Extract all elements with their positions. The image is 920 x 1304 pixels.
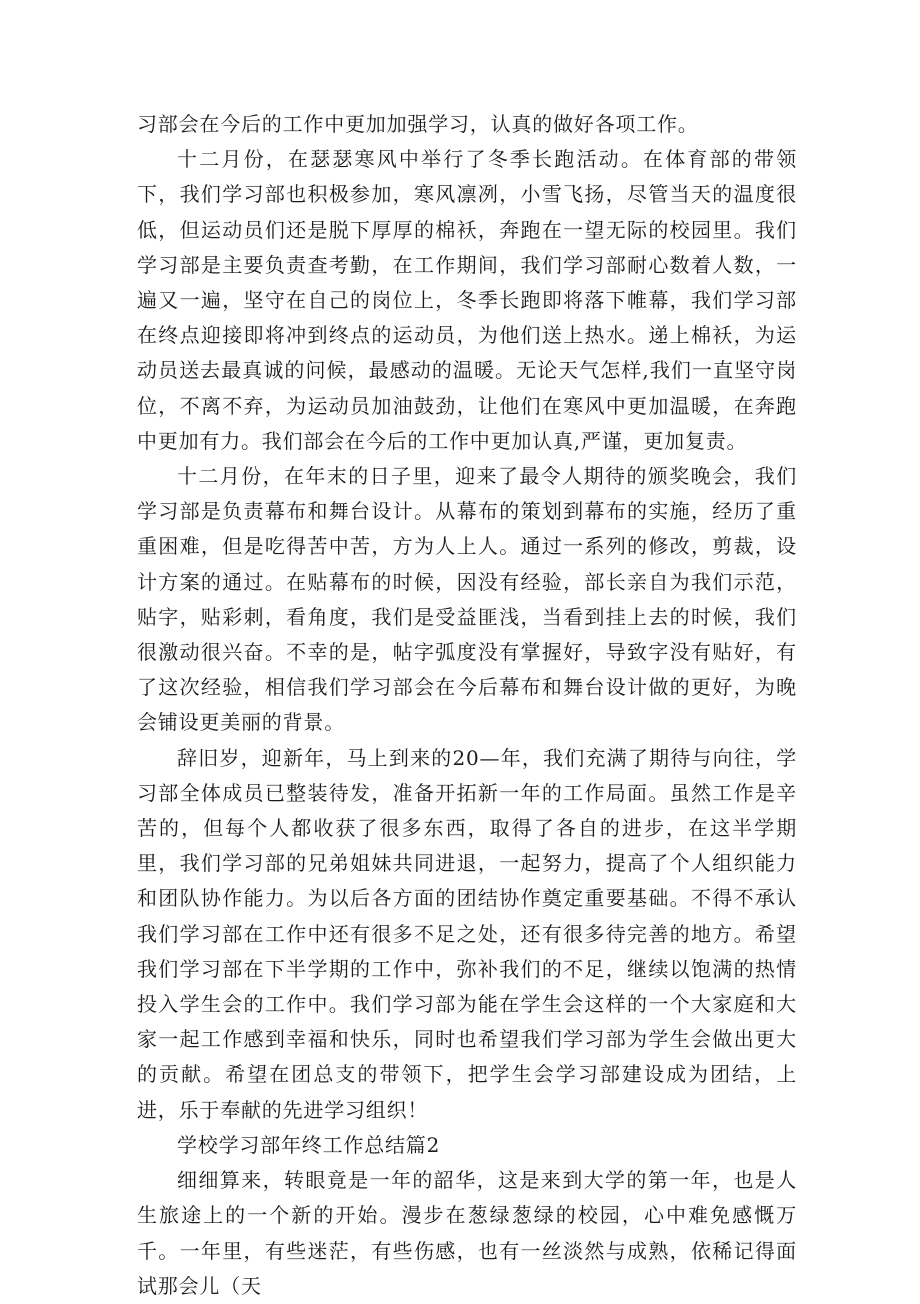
paragraph-award-gala: 十二月份，在年末的日子里，迎来了最令人期待的颁奖晚会，我们学习部是负责幕布和舞台设计。从幕布的策划到幕布的实施，经历了重重困难，但是吃得苦中苦，方为人上人。通过一系列的修改，剪裁，设计方案的通过。在贴幕布的时候，因没有经验，部长亲自为我们示范，贴字，贴彩刺，看角度，我们是受益匪浅，当看到挂上去的时候，我们很激动很兴奋。不幸的是，帖字弧度没有掌握好，导致字没有贴好，有了这次经验，相信我们学习部会在今后幕布和舞台设计做的更好，为晚会铺设更美丽的背景。 [137, 464, 797, 735]
document-body [137, 107, 797, 1304]
paragraph-continuation: 习部会在今后的工作中更加加强学习，认真的做好各项工作。 [137, 112, 699, 136]
paragraph-new-year: 辞旧岁，迎新年，马上到来的20—年，我们充满了期待与向往，学习部全体成员已整装待发，准备开拓新一年的工作局面。虽然工作是辛苦的，但每个人都收获了很多东西，取得了各自的进步，在这半学期里，我们学习部的兄弟姐妹共同进退，一起努力，提高了个人组织能力和团队协作能力。为以后各方面的团结协作奠定重要基础。不得不承认我们学习部在工作中还有很多不足之处，还有很多待完善的地方。希望我们学习部在下半学期的工作中，弥补我们的不足，继续以饱满的热情投入学生会的工作中。我们学习部为能在学生会这样的一个大家庭和大家一起工作感到幸福和快乐，同时也希望我们学习部为学生会做出更大的贡献。希望在团总支的带领下，把学生会学习部建设成为团结，上进，乐于奉献的先进学习组织！ [137, 745, 797, 1122]
paragraph-winter-run: 十二月份，在瑟瑟寒风中举行了冬季长跑活动。在体育部的带领下，我们学习部也积极参加，寒风凛冽，小雪飞扬，尽管当天的温度很低，但运动员们还是脱下厚厚的棉袄，奔跑在一望无际的校园里。我们学习部是主要负责查考勤，在工作期间，我们学习部耐心数着人数，一遍又一遍，坚守在自己的岗位上，冬季长跑即将落下帷幕，我们学习部在终点迎接即将冲到终点的运动员，为他们送上热水。递上棉袄，为运动员送去最真诚的问候，最感动的温暖。无论天气怎样,我们一直坚守岗位，不离不弃，为运动员加油鼓劲，让他们在寒风中更加温暖，在奔跑中更加有力。我们部会在今后的工作中更加认真,严谨，更加复责。 [137, 147, 797, 453]
paragraph-final: 细细算来，转眼竟是一年的韶华，这是来到大学的第一年，也是人生旅途上的一个新的开始。漫步在葱绿葱绿的校园，心中难免感慨万千。一年里，有些迷茫，有些伤感，也有一丝淡然与成熟，依稀记得面试那会儿（天 [137, 1168, 797, 1298]
section-heading: 学校学习部年终工作总结篇2 [177, 1132, 441, 1157]
